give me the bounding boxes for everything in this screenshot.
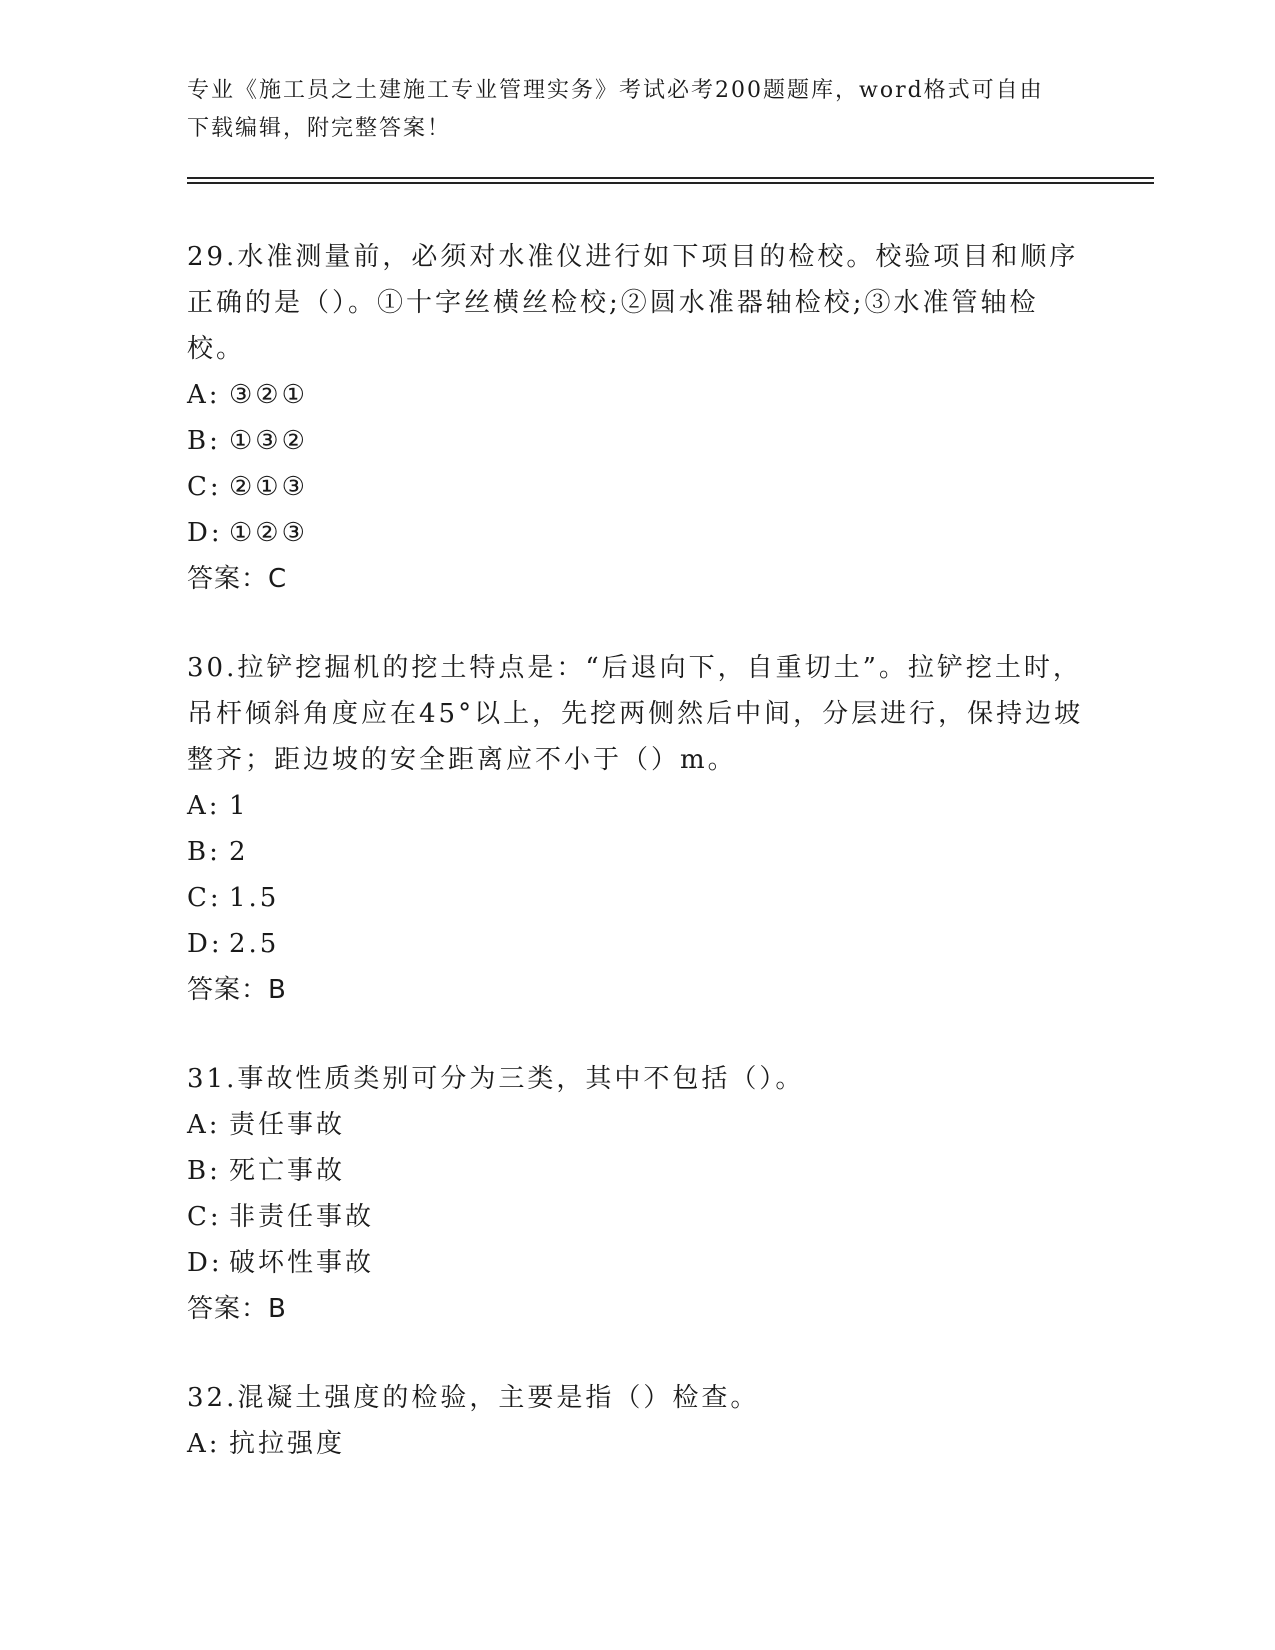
option-b [187, 418, 1087, 464]
option-text: 2.5 [229, 929, 280, 959]
option-text: ①③② [229, 426, 308, 456]
question-stem: 32.混凝土强度的检验，主要是指（）检查。 [187, 1383, 760, 1413]
option-letter: B: [187, 1156, 221, 1186]
option-c [187, 1194, 1087, 1240]
option-text: 抗拉强度 [229, 1429, 346, 1459]
option-d [187, 921, 1087, 967]
question-stem: 30.拉铲挖掘机的挖土特点是：“后退向下，自重切土”。拉铲挖土时，吊杆倾斜角度应在45°以上，先挖两侧然后中间，分层进行，保持边坡整齐；距边坡的安全距离应不小于（）m。 [187, 653, 1084, 775]
option-text: 2 [229, 837, 249, 867]
option-text: 破坏性事故 [229, 1248, 375, 1278]
option-text: 责任事故 [229, 1110, 346, 1140]
option-letter: D: [187, 518, 223, 548]
option-letter: D: [187, 1248, 223, 1278]
option-text: 1.5 [229, 883, 280, 913]
option-c [187, 875, 1087, 921]
question-31 [187, 1056, 1087, 1332]
option-letter: C: [187, 883, 222, 913]
option-letter: A: [187, 380, 221, 410]
option-text: ①②③ [229, 518, 308, 548]
option-a [187, 783, 1087, 829]
option-text: ③②① [229, 380, 308, 410]
option-text: ②①③ [229, 472, 308, 502]
option-letter: B: [187, 837, 221, 867]
question-stem: 29.水准测量前，必须对水准仪进行如下项目的检校。校验项目和顺序正确的是（）。①十字丝横丝检校;②圆水准器轴检校;③水准管轴检校。 [187, 242, 1079, 364]
option-letter: B: [187, 426, 221, 456]
option-b [187, 1148, 1087, 1194]
document-header: 专业《施工员之土建施工专业管理实务》考试必考200题题库，word格式可自由下载编辑，附完整答案！ [187, 78, 1044, 141]
option-letter: A: [187, 1429, 221, 1459]
question-32 [187, 1375, 1087, 1467]
option-text: 1 [229, 791, 249, 821]
answer-line: 答案：B [187, 975, 287, 1005]
option-text: 死亡事故 [229, 1156, 346, 1186]
option-letter: C: [187, 1202, 222, 1232]
option-a [187, 372, 1087, 418]
option-d [187, 510, 1087, 556]
question-29 [187, 234, 1087, 602]
question-30 [187, 645, 1087, 1013]
question-stem: 31.事故性质类别可分为三类，其中不包括（）。 [187, 1064, 805, 1094]
option-text: 非责任事故 [229, 1202, 375, 1232]
option-a [187, 1421, 1087, 1467]
option-letter: A: [187, 1110, 221, 1140]
option-b [187, 829, 1087, 875]
option-letter: A: [187, 791, 221, 821]
header-divider-top [187, 177, 1154, 179]
option-letter: C: [187, 472, 222, 502]
option-c [187, 464, 1087, 510]
option-a [187, 1102, 1087, 1148]
option-letter: D: [187, 929, 223, 959]
option-d [187, 1240, 1087, 1286]
answer-line: 答案：B [187, 1294, 287, 1324]
header-divider-bottom [187, 182, 1154, 184]
answer-line: 答案：C [187, 564, 288, 594]
